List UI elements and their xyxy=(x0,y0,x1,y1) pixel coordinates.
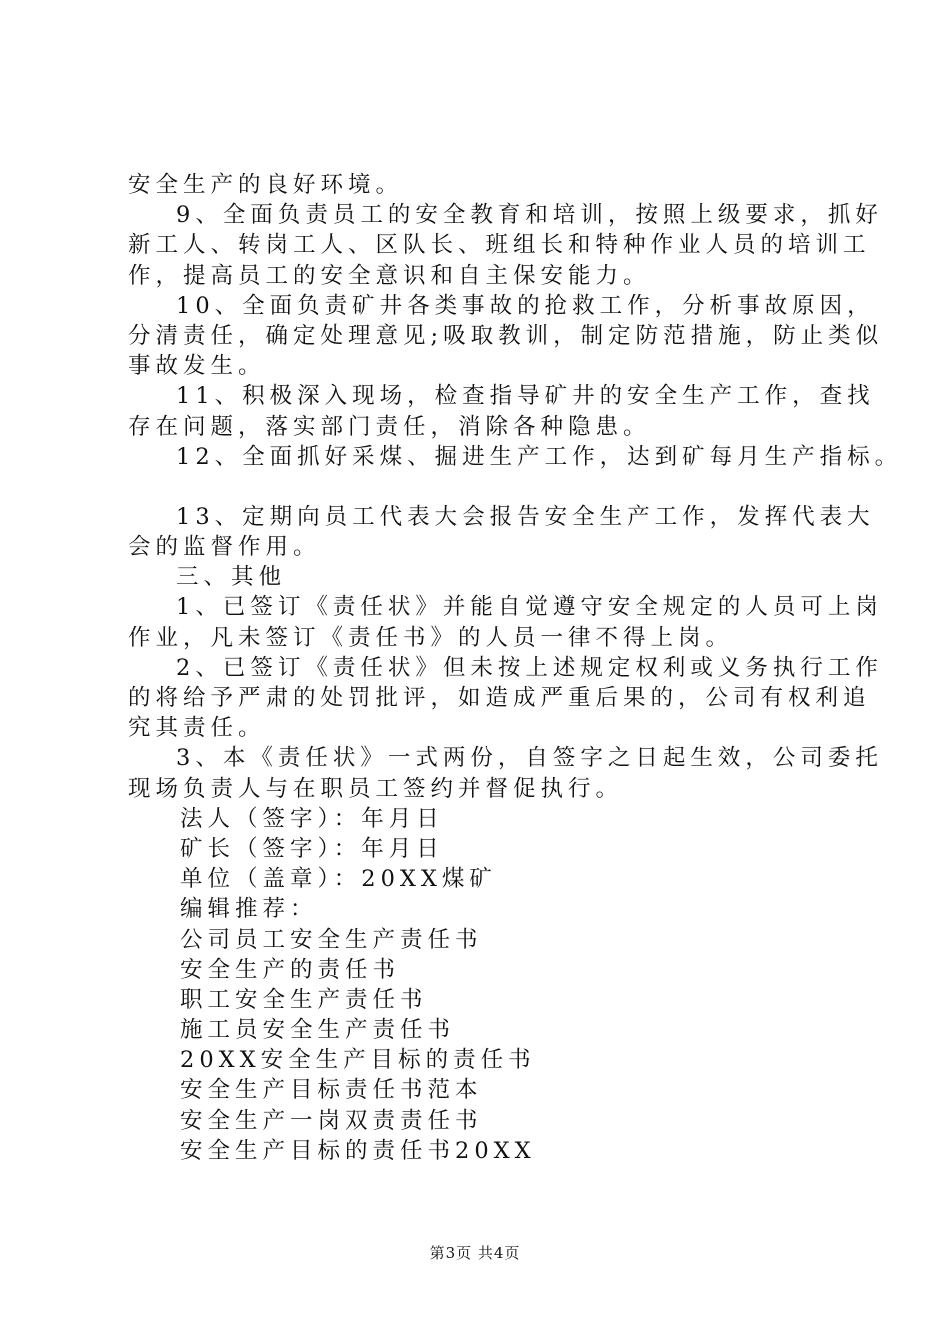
paragraph-line: 新工人、转岗工人、区队长、班组长和特种作业人员的培训工 xyxy=(128,232,871,259)
signature-line-legal-person: 法人（签字）：年月日 xyxy=(180,805,444,832)
section-heading: 三、其他 xyxy=(176,564,287,591)
paragraph-line: 存在问题，落实部门责任，消除各种隐患。 xyxy=(128,413,651,440)
paragraph-line: 3、本《责任状》一式两份，自签字之日起生效，公司委托 xyxy=(176,745,883,772)
recommend-link[interactable]: 公司员工安全生产责任书 xyxy=(180,926,483,953)
recommend-link[interactable]: 安全生产的责任书 xyxy=(180,956,401,983)
paragraph-line: 分清责任，确定处理意见;吸取教训，制定防范措施，防止类似 xyxy=(128,322,884,349)
paragraph-line: 作，提高员工的安全意识和自主保安能力。 xyxy=(128,262,651,289)
page-number-footer: 第3页 共4页 xyxy=(429,1244,521,1262)
recommend-heading: 编辑推荐： xyxy=(180,896,318,923)
paragraph-line: 11、积极深入现场，检查指导矿井的安全生产工作，查找 xyxy=(176,383,875,410)
paragraph-line: 会的监督作用。 xyxy=(128,534,321,561)
recommend-link[interactable]: 施工员安全生产责任书 xyxy=(180,1017,456,1044)
paragraph-line: 13、定期向员工代表大会报告安全生产工作，发挥代表大 xyxy=(176,503,875,530)
recommend-link[interactable]: 职工安全生产责任书 xyxy=(180,986,428,1013)
recommend-link[interactable]: 安全生产目标责任书范本 xyxy=(180,1077,483,1104)
paragraph-line: 现场负责人与在职员工签约并督促执行。 xyxy=(128,775,624,802)
paragraph-line: 1、已签订《责任状》并能自觉遵守安全规定的人员可上岗 xyxy=(176,594,883,621)
document-body xyxy=(128,170,903,1166)
recommend-link[interactable]: 20XX安全生产目标的责任书 xyxy=(180,1047,536,1074)
paragraph-line: 事故发生。 xyxy=(128,353,266,380)
paragraph-line: 9、全面负责员工的安全教育和培训，按照上级要求，抓好 xyxy=(176,202,883,229)
paragraph-line: 安全生产的良好环境。 xyxy=(128,172,404,198)
recommend-link[interactable]: 安全生产一岗双责责任书 xyxy=(180,1107,483,1134)
signature-line-mine-head: 矿长（签字）：年月日 xyxy=(180,835,444,862)
paragraph-line: 10、全面负责矿井各类事故的抢救工作，分析事故原因， xyxy=(176,292,875,319)
paragraph-gap xyxy=(128,472,838,502)
recommend-link[interactable]: 安全生产目标的责任书20XX xyxy=(180,1137,536,1164)
signature-line-unit-seal: 单位（盖章）：20XX煤矿 xyxy=(180,866,497,893)
paragraph-line: 究其责任。 xyxy=(128,715,266,742)
paragraph-line: 作业，凡未签订《责任书》的人员一律不得上岗。 xyxy=(128,624,734,651)
paragraph-line: 的将给予严肃的处罚批评，如造成严重后果的，公司有权利追 xyxy=(128,685,871,711)
paragraph-line: 2、已签订《责任状》但未按上述规定权利或义务执行工作 xyxy=(176,654,883,681)
paragraph-line: 12、全面抓好采煤、掘进生产工作，达到矿每月生产指标。 xyxy=(176,443,903,470)
